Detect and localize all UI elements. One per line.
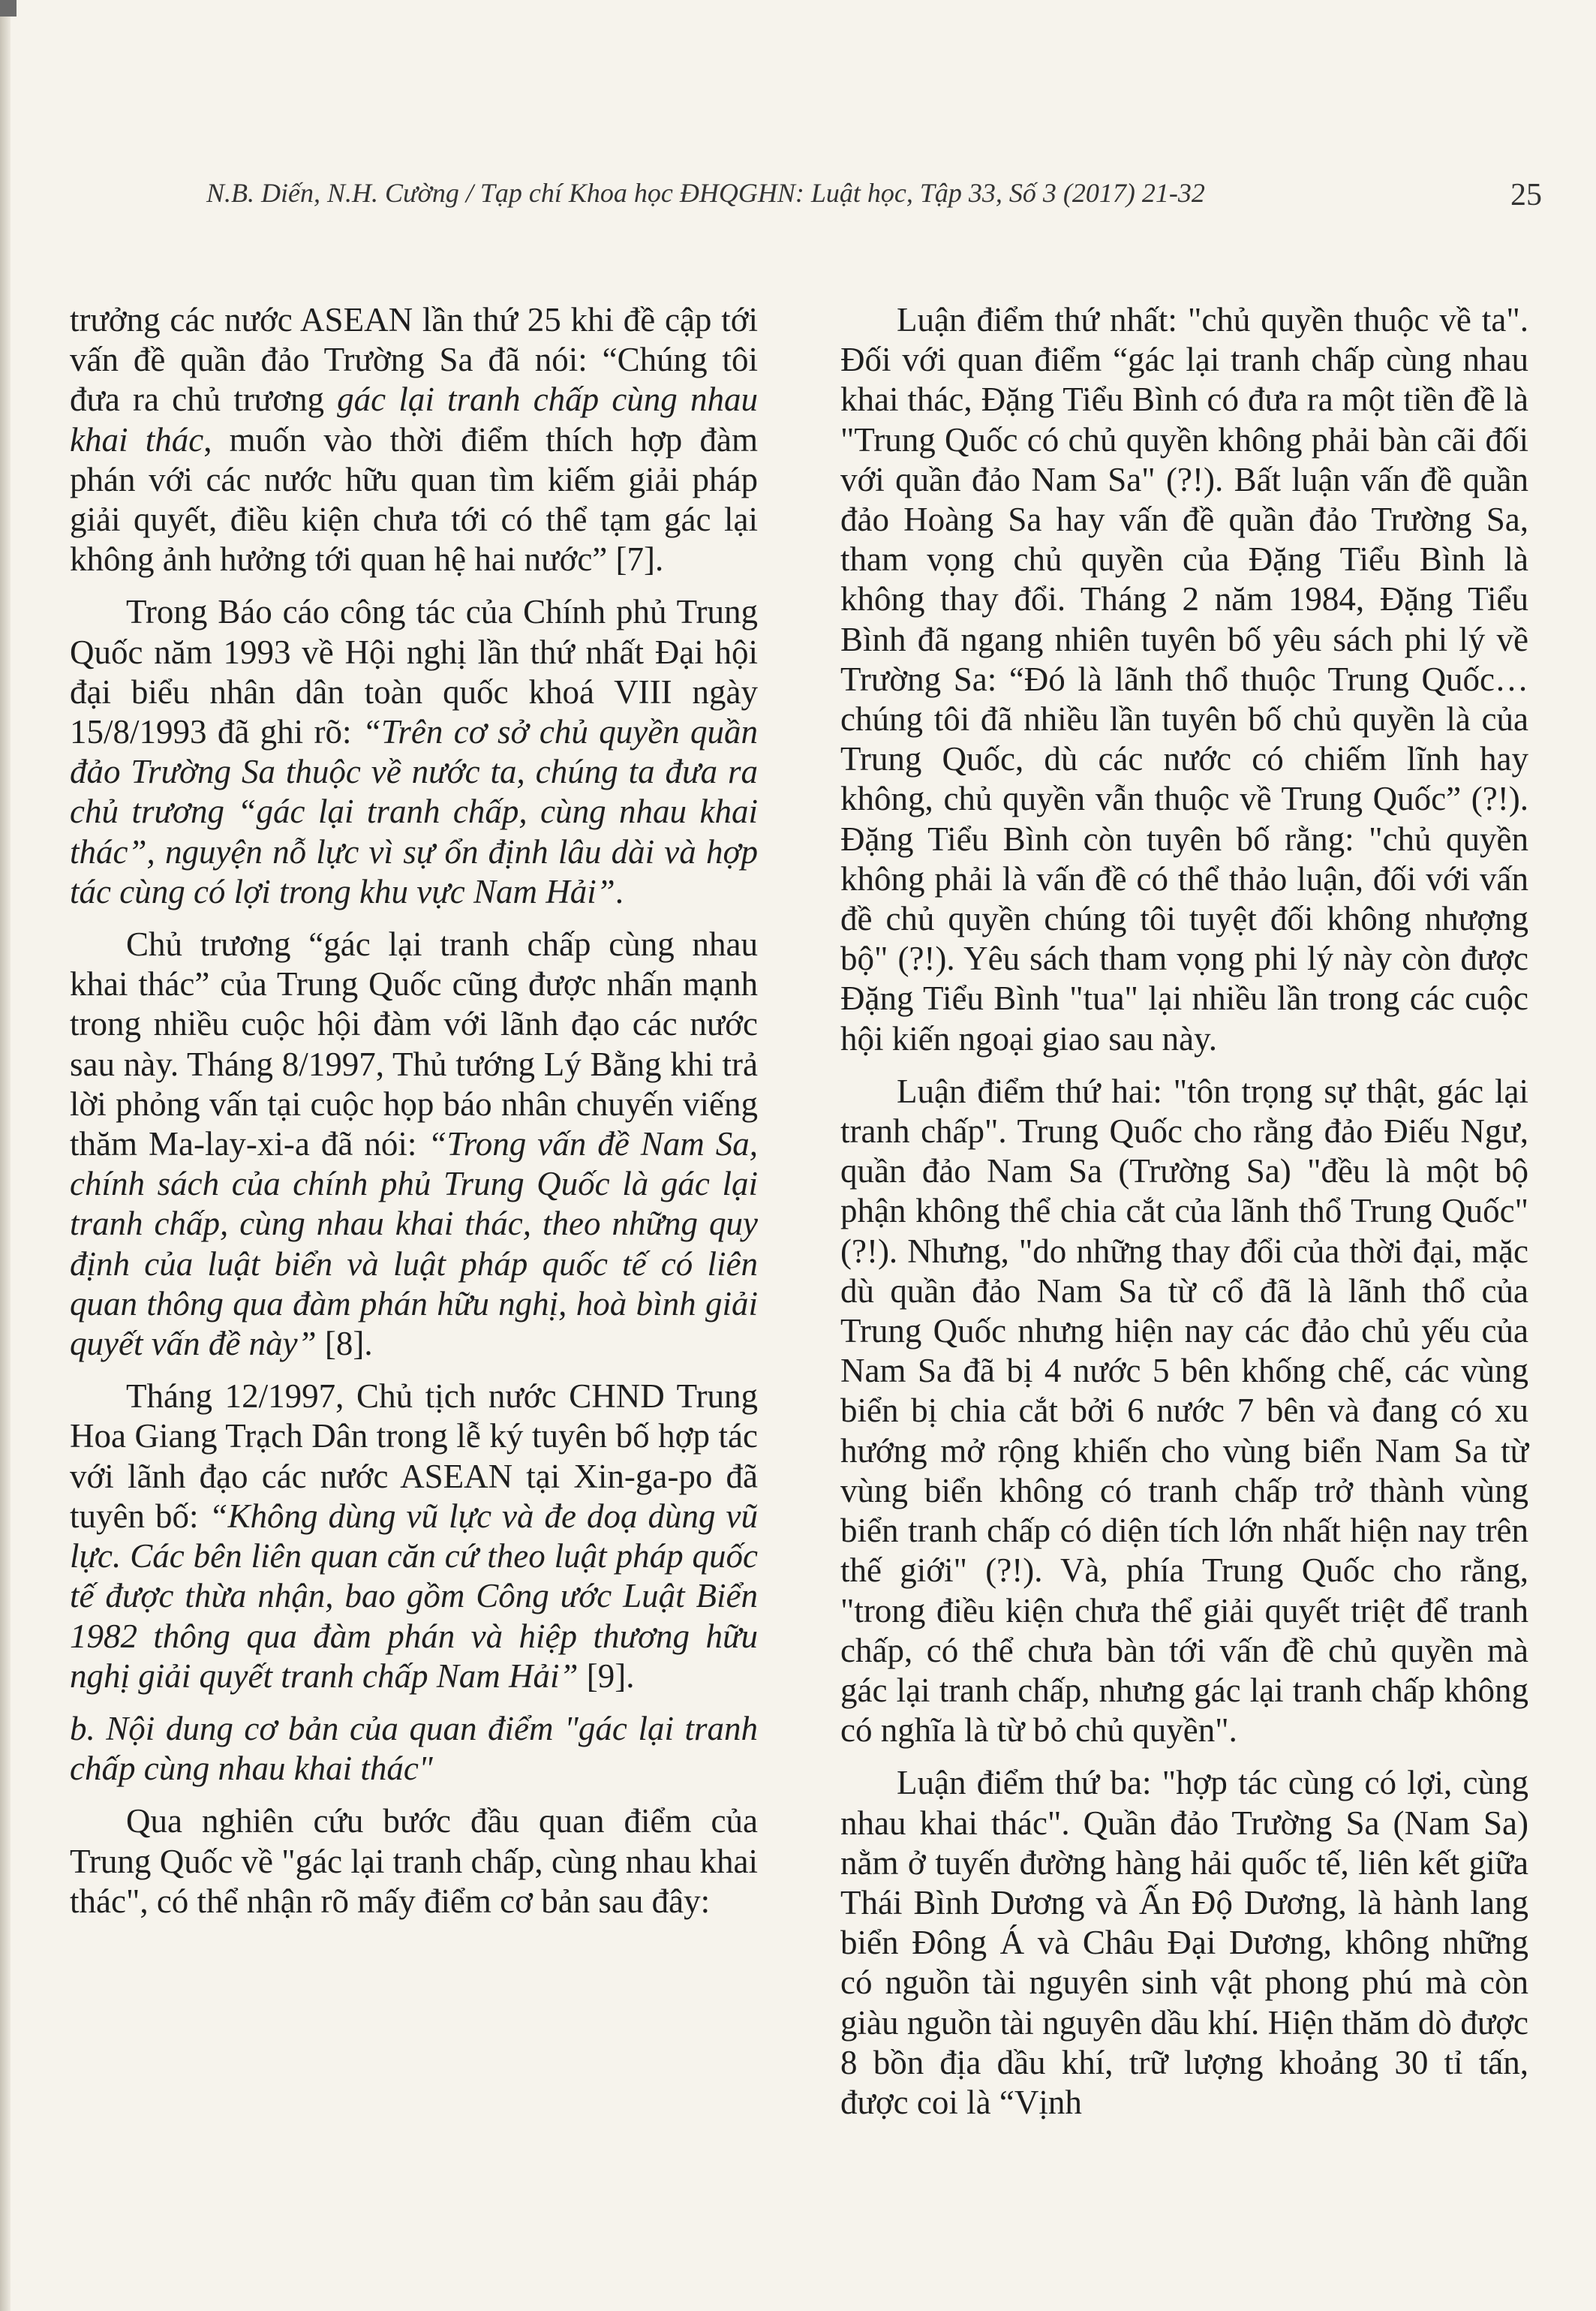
corner-mark — [0, 0, 17, 17]
paragraph-text: Chủ trương “gác lại tranh chấp cùng nhau khai thác” của Trung Quốc cũng được nhấn mạnh trong nhiều cuộc hội đàm với lãnh đạo các nước sau này. Tháng 8/1997, Thủ tướng Lý Bằng khi trả lời phỏng vấn tại cuộc họp báo nhân chuyến viếng thăm Ma-lay-xi-a đã nói: — [70, 925, 758, 1163]
paragraph — [70, 1377, 758, 1696]
right-column — [840, 300, 1528, 2135]
citation: [9]. — [578, 1657, 635, 1695]
paragraph — [70, 300, 758, 579]
page-number: 25 — [1510, 178, 1542, 212]
paragraph: Qua nghiên cứu bước đầu quan điểm của Trung Quốc về "gác lại tranh chấp, cùng nhau khai thác", có thể nhận rõ mấy điểm cơ bản sau đây: — [70, 1802, 758, 1920]
running-title: N.B. Diến, N.H. Cường / Tạp chí Khoa học ĐHQGHN: Luật học, Tập 33, Số 3 (2017) 21-32 — [206, 178, 1205, 208]
paragraph — [70, 925, 758, 1364]
paragraph-text: , muốn vào thời điểm thích hợp đàm phán với các nước hữu quan tìm kiếm giải pháp giải quyết, điều kiện chưa tới có thể tạm gác lại không ảnh hưởng tới quan hệ hai nước” [7]. — [70, 420, 759, 579]
citation: [8]. — [316, 1325, 373, 1363]
italic-phrase: gác lại tranh chấp cùng nhau khai thác — [70, 381, 758, 459]
left-column — [70, 300, 758, 1934]
paragraph: Luận điểm thứ nhất: "chủ quyền thuộc về ta". Đối với quan điểm “gác lại tranh chấp cùng nhau khai thác, Đặng Tiểu Bình có đưa ra một tiền đề là "Trung Quốc có chủ quyền không phải bàn cãi đối với quần đảo Nam Sa" (?!). Bất luận vấn đề quần đảo Hoàng Sa hay vấn đề quần đảo Trường Sa, tham vọng chủ quyền của Đặng Tiểu Bình là không thay đổi. Tháng 2 năm 1984, Đặng Tiểu Bình đã ngang nhiên tuyên bố yêu sách phi lý về Trường Sa: “Đó là lãnh thổ thuộc Trung Quốc… chúng tôi đã nhiều lần tuyên bố chủ quyền là của Trung Quốc, dù các nước có chiếm lĩnh hay không, chủ quyền vẫn thuộc về Trung Quốc” (?!). Đặng Tiểu Bình còn tuyên bố rằng: "chủ quyền không phải là vấn đề có thể thảo luận, đối với vấn đề chủ quyền chúng tôi tuyệt đối không nhượng bộ" (?!). Yêu sách tham vọng phi lý này còn được Đặng Tiểu Bình "tua" lại nhiều lần trong các cuộc hội kiến ngoại giao sau này. — [840, 301, 1528, 1058]
paragraph-text: Trong Báo cáo công tác của Chính phủ Trung Quốc năm 1993 về Hội nghị lần thứ nhất Đại hội đại biểu nhân dân toàn quốc khoá VIII ngày 15/8/1993 đã ghi rõ: — [70, 593, 758, 751]
paragraph-text: Tháng 12/1997, Chủ tịch nước CHND Trung Hoa Giang Trạch Dân trong lễ ký tuyên bố hợp tác với lãnh đạo các nước ASEAN tại Xin-ga-po đã tuyên bố: — [70, 1377, 758, 1535]
paragraph: Luận điểm thứ hai: "tôn trọng sự thật, gác lại tranh chấp". Trung Quốc cho rằng đảo Điếu Ngư, quần đảo Nam Sa (Trường Sa) "đều là một bộ phận không thể chia cắt của lãnh thổ Trung Quốc" (?!). Nhưng, "do những thay đổi của thời đại, mặc dù quần đảo Nam Sa từ cổ đã là lãnh thổ của Trung Quốc nhưng hiện nay các đảo chủ yếu của Nam Sa đã bị 4 nước 5 bên khống chế, các vùng biển bị chia cắt bởi 6 nước 7 bên và đang có xu hướng mở rộng khiến cho vùng biển Nam Sa từ vùng biển không có tranh chấp trở thành vùng biển tranh chấp có diện tích lớn nhất hiện nay trên thế giới" (?!). Và, phía Trung Quốc cho rằng, "trong điều kiện chưa thể giải quyết triệt để tranh chấp, có thể chưa bàn tới vấn đề chủ quyền mà gác lại tranh chấp, nhưng gác lại tranh chấp không có nghĩa là từ bỏ chủ quyền". — [840, 1072, 1528, 1750]
italic-quote: “Không dùng vũ lực và đe doạ dùng vũ lực. Các bên liên quan căn cứ theo luật pháp quốc tế được thừa nhận, bao gồm Công ước Luật Biển 1982 thông qua đàm phán và hiệp thương hữu nghị giải quyết tranh chấp Nam Hải” — [70, 1497, 759, 1695]
paragraph: Luận điểm thứ ba: "hợp tác cùng có lợi, cùng nhau khai thác". Quần đảo Trường Sa (Nam Sa) nằm ở tuyến đường hàng hải quốc tế, liên kết giữa Thái Bình Dương và Ấn Độ Dương, là hành lang biển Đông Á và Châu Đại Dương, không những có nguồn tài nguyên sinh vật phong phú mà còn giàu nguồn tài nguyên dầu khí. Hiện thăm dò được 8 bồn địa dầu khí, trữ lượng khoảng 30 tỉ tấn, được coi là “Vịnh — [840, 1764, 1528, 2121]
paragraph-text: trưởng các nước ASEAN lần thứ 25 khi đề cập tới vấn đề quần đảo Trường Sa đã nói: “Chúng tôi đưa ra chủ trương — [70, 301, 758, 419]
running-header — [71, 177, 1542, 222]
paragraph-text: . — [615, 872, 624, 910]
italic-quote: “Trong vấn đề Nam Sa, chính sách của chính phủ Trung Quốc là gác lại tranh chấp, cùng nhau khai thác, theo những quy định của luật biển và luật pháp quốc tế có liên quan thông qua đàm phán hữu nghị, hoà bình giải quyết vấn đề này” — [70, 1125, 758, 1363]
section-subheading: b. Nội dung cơ bản của quan điểm "gác lại tranh chấp cùng nhau khai thác" — [70, 1709, 758, 1788]
italic-quote: “Trên cơ sở chủ quyền quần đảo Trường Sa thuộc về nước ta, chúng ta đưa ra chủ trương “gác lại tranh chấp, cùng nhau khai thác”, nguyện nỗ lực vì sự ổn định lâu dài và hợp tác cùng có lợi trong khu vực Nam Hải” — [70, 713, 759, 910]
paragraph — [70, 592, 758, 912]
page-edge — [0, 0, 11, 2311]
